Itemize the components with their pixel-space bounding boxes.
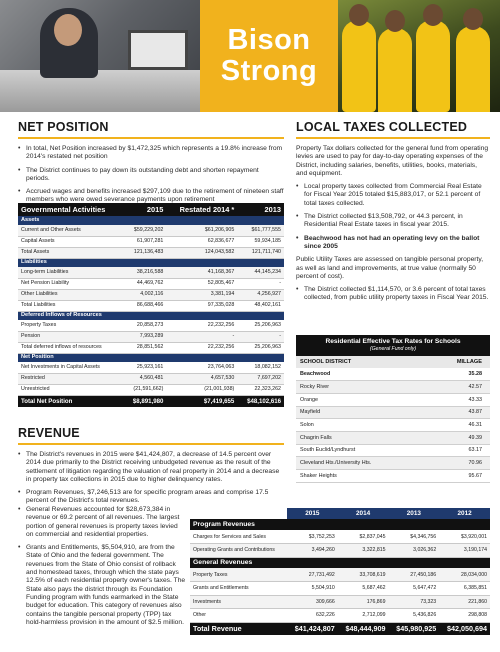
table-row [296, 419, 490, 432]
table-cell: $45,980,925 [388, 622, 439, 635]
net-position-list [18, 145, 284, 205]
column-header: 2014 [338, 508, 389, 519]
table-cell: 44,469,762 [124, 278, 167, 289]
table-cell: 3,026,362 [388, 544, 439, 558]
table-cell: Shaker Heights [296, 470, 428, 483]
section-row [18, 353, 284, 362]
table-cell: Property Taxes [18, 320, 124, 331]
table-cell: Net Investments in Capital Assets [18, 362, 124, 373]
table-cell: 25,206,963 [237, 342, 284, 353]
section-label: Liabilities [18, 258, 284, 267]
table-cell: 41,168,367 [166, 267, 237, 278]
local-taxes-section [296, 120, 490, 308]
table-row [18, 320, 284, 331]
table-cell: 2,712,099 [338, 609, 389, 623]
table-cell: 52,805,467 [166, 278, 237, 289]
column-header: 2012 [439, 508, 490, 519]
public-utility-list [296, 286, 490, 303]
table-cell: (21,591,662) [124, 384, 167, 395]
table-cell: 4,002,116 [124, 289, 167, 300]
table-cell: 124,043,582 [166, 247, 237, 258]
section-row [18, 216, 284, 225]
table-cell: 59,934,185 [237, 236, 284, 247]
table-row [18, 373, 284, 384]
section-label: General Revenues [190, 557, 490, 568]
section-label: Deferred Inflows of Resources [18, 311, 284, 320]
table-row [18, 331, 284, 342]
table-cell: 43.33 [428, 393, 490, 406]
table-cell: Operating Grants and Contributions [190, 544, 287, 558]
table-cell: 22,232,256 [166, 320, 237, 331]
tax-rate-title: Residential Effective Tax Rates for Schools [325, 338, 461, 345]
table-row [18, 267, 284, 278]
table-row [18, 300, 284, 311]
table-cell: 49.39 [428, 431, 490, 444]
table-cell: South Euclid/Lyndhurst [296, 444, 428, 457]
table-cell: Orange [296, 393, 428, 406]
table-cell: $3,920,001 [439, 530, 490, 544]
table-cell: $7,419,655 [166, 395, 237, 407]
table-cell: $42,050,694 [439, 622, 490, 635]
tax-rate-body [296, 368, 490, 482]
table-cell: 4,657,530 [166, 373, 237, 384]
table-cell: Total deferred inflows of resources [18, 342, 124, 353]
table-cell: Investments [190, 595, 287, 609]
column-header: Restated 2014 * [166, 203, 237, 216]
column-header: 2015 [124, 203, 167, 216]
public-utility-bullet: • The District collected $1,114,570, or 3.6 percent of total taxes collected, from public utility property taxes in Fiscal Year 2015. [296, 286, 490, 303]
governmental-activities-table [18, 203, 284, 407]
player-figure [378, 28, 412, 112]
table-row [296, 431, 490, 444]
table-cell: $48,102,616 [237, 395, 284, 407]
table-row [18, 384, 284, 395]
table-cell: 35.28 [428, 368, 490, 381]
table-cell: Net Pension Liability [18, 278, 124, 289]
table-row [18, 236, 284, 247]
table-row [190, 544, 490, 558]
table-cell: 25,206,963 [237, 320, 284, 331]
table-row [190, 530, 490, 544]
revenue-table [190, 508, 490, 635]
net-position-heading: NET POSITION [18, 120, 284, 139]
table-cell: Other Liabilities [18, 289, 124, 300]
revenue-table-body [190, 519, 490, 635]
table-cell: Total Revenue [190, 622, 287, 635]
team-huddle-photo [338, 0, 500, 112]
column-header: MILLAGE [428, 356, 490, 368]
table-cell: Charges for Services and Sales [190, 530, 287, 544]
player-head [423, 4, 443, 26]
table-cell: 95.67 [428, 470, 490, 483]
table-cell: $3,752,253 [287, 530, 338, 544]
tax-rate-subtitle: (General Fund only) [369, 346, 417, 352]
table-cell: 3,494,260 [287, 544, 338, 558]
section-label: Net Position [18, 353, 284, 362]
public-utility-text: Public Utility Taxes are assessed on tangible personal property, as well as land and improvements, at true value (normally 50 percent of cost). [296, 256, 484, 280]
table-cell: 4,256,927 [237, 289, 284, 300]
table-cell: 121,136,483 [124, 247, 167, 258]
table-cell: 73,323 [388, 595, 439, 609]
table-cell: 23,764,063 [166, 362, 237, 373]
table-row [296, 393, 490, 406]
revenue-section [18, 426, 284, 511]
column-header: 2015 [287, 508, 338, 519]
monitor-shape [128, 30, 188, 70]
tax-rate-table-title [296, 335, 490, 356]
section-row [190, 557, 490, 568]
local-taxes-list [296, 183, 490, 251]
table-cell: Rocky River [296, 381, 428, 394]
table-cell: Mayfield [296, 406, 428, 419]
table-cell: 46.31 [428, 419, 490, 432]
table-cell: 63.17 [428, 444, 490, 457]
table-cell: 28,851,562 [124, 342, 167, 353]
table-cell: 70.96 [428, 457, 490, 470]
column-header: 2013 [388, 508, 439, 519]
table-row [296, 444, 490, 457]
section-label: Program Revenues [190, 519, 490, 530]
table-row [190, 582, 490, 596]
table-cell: 18,082,152 [237, 362, 284, 373]
table-cell: 42.57 [428, 381, 490, 394]
table-cell: 27,450,186 [388, 568, 439, 582]
net-position-bullet: • Accrued wages and benefits increased $297,109 due to the retirement of nineteen staff members who were owed severance payments upon retirement [18, 188, 284, 205]
table-cell: 5,687,462 [338, 582, 389, 596]
tax-rate-table-panel [296, 335, 490, 483]
table-cell: 121,711,740 [237, 247, 284, 258]
table-cell: 3,322,815 [338, 544, 389, 558]
table-cell: $61,777,555 [237, 225, 284, 236]
revenue-bullet: • The District's revenues in 2015 were $41,424,807, a decrease of 14.5 percent over 2014 due primarily to the District receiving unbudgeted revenue as the result of the settlement of litigation regarding the valuation of real property in 2014 and a decrease in property tax collections in 2015 due to higher delinquency rates. [18, 451, 284, 484]
local-taxes-heading: LOCAL TAXES COLLECTED [296, 120, 490, 139]
student-face [54, 14, 82, 46]
table-cell: 33,708,619 [338, 568, 389, 582]
table-cell: 5,504,910 [287, 582, 338, 596]
title-box [200, 0, 338, 112]
player-figure [456, 26, 490, 112]
revenue-bullet: • Grants and Entitlements, $5,504,910, are from the State of Ohio and the federal government. The revenues from the State of Ohio consist of rollback and homestead taxes, through which the state pays 12.5% of each residential property owner's taxes. The State also pays the district through its Foundation Funding program with funds earmarked in the State budget for education. This category of revenues also contains the tangible personal property (TPP) tax hold-harmless provision in the amount of $2.5 million. [18, 544, 186, 627]
net-position-bullet: • The District continues to pay down its outstanding debt and shorten repayment periods. [18, 167, 284, 184]
section-row [18, 311, 284, 320]
section-row [190, 519, 490, 530]
revenue-list-narrow [18, 506, 186, 627]
table-cell: Total Liabilities [18, 300, 124, 311]
column-header: 2013 [237, 203, 284, 216]
table-cell: Current and Other Assets [18, 225, 124, 236]
table-cell: $61,206,905 [166, 225, 237, 236]
table-cell: Chagrin Falls [296, 431, 428, 444]
local-taxes-bullet: • Beachwood has not had an operating levy on the ballot since 2005 [296, 235, 490, 252]
local-taxes-bullet: • Local property taxes collected from Commercial Real Estate for Fiscal Year 2015 totaled $15,883,017, or 52.1 percent of total taxes collected. [296, 183, 490, 208]
table-cell: 62,836,677 [166, 236, 237, 247]
tax-rate-table [296, 356, 490, 483]
table-row [296, 381, 490, 394]
table-cell: $41,424,807 [287, 622, 338, 635]
section-row [18, 258, 284, 267]
local-taxes-intro: Property Tax dollars collected for the general fund from operating levies are used to pay for day-to-day operating expenses of the District, including salaries, benefits, utilities, books, materials, and equipment. [296, 145, 489, 177]
revenue-heading: REVENUE [18, 426, 284, 445]
table-row [18, 278, 284, 289]
table-cell: 176,869 [338, 595, 389, 609]
table-row [18, 342, 284, 353]
revenue-narrow-section [18, 506, 186, 632]
title-line-1: Bison [227, 24, 311, 56]
player-head [385, 10, 405, 32]
table-cell: Cleveland Hts./University Hts. [296, 457, 428, 470]
table-cell: 86,688,466 [124, 300, 167, 311]
governmental-activities-body [18, 216, 284, 407]
table-cell: 298,808 [439, 609, 490, 623]
table-cell: Restricted [18, 373, 124, 384]
table-row [190, 609, 490, 623]
total-row [18, 395, 284, 407]
player-figure [342, 20, 376, 112]
table-row [190, 595, 490, 609]
table-cell: 5,436,826 [388, 609, 439, 623]
table-row [18, 362, 284, 373]
table-cell: 6,385,851 [439, 582, 490, 596]
table-header-row [190, 508, 490, 519]
revenue-bullet: • Program Revenues, $7,246,513 are for specific program areas and comprise 17.5 percent of the District's total revenues. [18, 489, 284, 506]
table-cell: 38,216,588 [124, 267, 167, 278]
table-cell: 4,560,481 [124, 373, 167, 384]
blank-header-cell [190, 508, 287, 519]
table-header-row [296, 356, 490, 368]
table-cell: 632,226 [287, 609, 338, 623]
students-computer-photo [0, 0, 200, 112]
player-figure [416, 20, 450, 112]
table-cell: (21,001,938) [166, 384, 237, 395]
table-cell: 43.87 [428, 406, 490, 419]
table-cell: Solon [296, 419, 428, 432]
revenue-list [18, 451, 284, 506]
header-banner [0, 0, 500, 112]
table-cell: 5,647,472 [388, 582, 439, 596]
table-cell: 7,993,289 [124, 331, 167, 342]
table-cell: - [237, 331, 284, 342]
table-cell: 221,860 [439, 595, 490, 609]
table-row [296, 368, 490, 381]
net-position-bullet: • In total, Net Position increased by $1,472,325 which represents a 19.8% increase from 2014's restated net position [18, 145, 284, 162]
column-header: SCHOOL DISTRICT [296, 356, 428, 368]
table-cell: $59,229,202 [124, 225, 167, 236]
table-row [296, 457, 490, 470]
table-cell: Property Taxes [190, 568, 287, 582]
table-cell: 48,402,161 [237, 300, 284, 311]
table-row [18, 289, 284, 300]
table-cell: 25,923,161 [124, 362, 167, 373]
table-cell: 28,034,000 [439, 568, 490, 582]
table-row [18, 225, 284, 236]
table-cell: 309,666 [287, 595, 338, 609]
table-row [18, 247, 284, 258]
table-cell: 44,145,234 [237, 267, 284, 278]
table-header-row [18, 203, 284, 216]
table-cell: $8,891,980 [124, 395, 167, 407]
table-cell: Beachwood [296, 368, 428, 381]
table-cell: 27,731,492 [287, 568, 338, 582]
player-head [463, 8, 483, 30]
table-cell: - [237, 278, 284, 289]
table-cell: 22,323,262 [237, 384, 284, 395]
table-row [296, 406, 490, 419]
total-row [190, 622, 490, 635]
table-cell: Capital Assets [18, 236, 124, 247]
table-cell: Pension [18, 331, 124, 342]
table-cell: Grants and Entitlements [190, 582, 287, 596]
desk-shape [0, 70, 200, 112]
net-position-section [18, 120, 284, 210]
table-cell: 22,232,256 [166, 342, 237, 353]
table-cell: Other [190, 609, 287, 623]
table-cell: $48,444,909 [338, 622, 389, 635]
title-line-2: Strong [220, 55, 318, 87]
table-row [190, 568, 490, 582]
table-cell: 97,335,028 [166, 300, 237, 311]
local-taxes-bullet: • The District collected $13,508,792, or 44.3 percent, in Residential Real Estate taxes in fiscal year 2015. [296, 213, 490, 230]
table-cell: - [166, 331, 237, 342]
table-cell: $2,837,045 [338, 530, 389, 544]
table-cell: 3,190,174 [439, 544, 490, 558]
table-cell: Total Net Position [18, 395, 124, 407]
section-label: Assets [18, 216, 284, 225]
column-header: Governmental Activities [18, 203, 124, 216]
table-cell: Unrestricted [18, 384, 124, 395]
table-cell: Long-term Liabilities [18, 267, 124, 278]
table-cell: $4,346,756 [388, 530, 439, 544]
table-cell: Total Assets [18, 247, 124, 258]
table-cell: 20,858,273 [124, 320, 167, 331]
table-row [296, 470, 490, 483]
table-cell: 61,907,281 [124, 236, 167, 247]
table-cell: 3,381,194 [166, 289, 237, 300]
player-head [349, 4, 369, 26]
revenue-bullet: • General Revenues accounted for $28,673,384 in revenue or 69.2 percent of all revenues. The largest portion of general revenues is property taxes levied on commercial and residential properties. [18, 506, 186, 539]
table-cell: 7,697,202 [237, 373, 284, 384]
